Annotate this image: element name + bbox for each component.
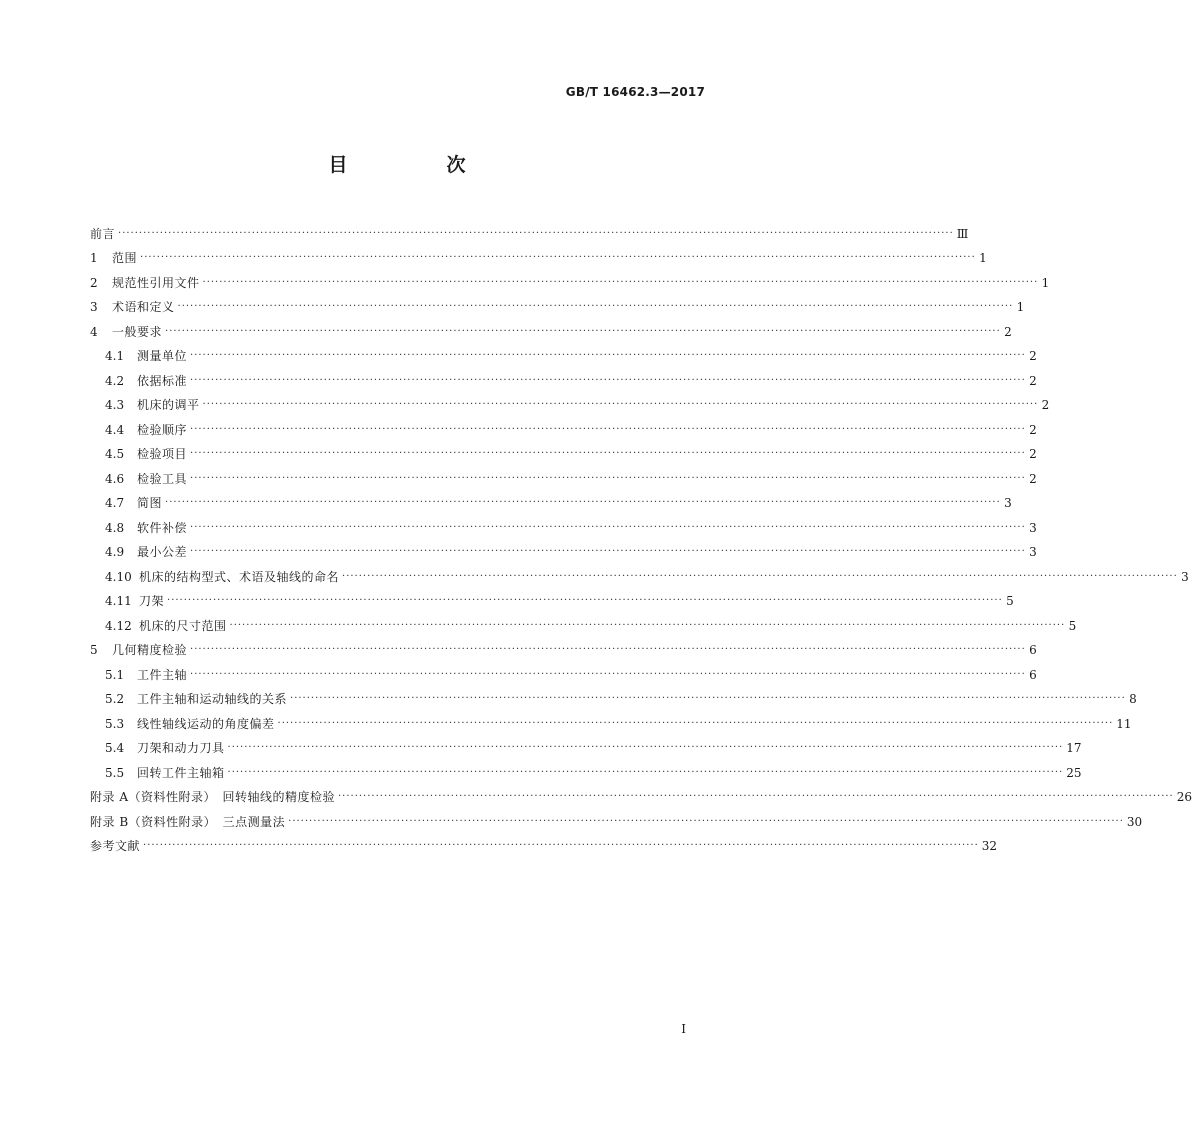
toc-entry-page: 2: [1041, 398, 1050, 412]
toc-entry-page: 2: [1029, 422, 1037, 437]
toc-entry[interactable]: [90, 413, 1037, 438]
toc-entry-page: 32: [981, 839, 998, 853]
toc-entry[interactable]: [90, 756, 1082, 781]
toc-entry-label: 回转工件主轴箱: [137, 765, 225, 780]
toc-dot-leader: ········································································································································································································: [290, 693, 1126, 704]
toc-entry-number: 4.7: [105, 496, 125, 510]
toc-entry-label: 最小公差: [137, 545, 188, 559]
toc-entry[interactable]: [90, 707, 1132, 732]
toc-entry[interactable]: [90, 781, 1192, 806]
toc-entry-label: 机床的调平: [137, 398, 200, 412]
toc-entry[interactable]: [90, 291, 1025, 316]
toc-entry-page: 3: [1004, 496, 1012, 510]
toc-entry-page: 30: [1126, 814, 1143, 829]
toc-entry-number: 5.2: [105, 692, 125, 706]
toc-entry-label: 术语和定义: [112, 300, 175, 314]
toc-entry[interactable]: [90, 487, 1012, 512]
toc-entry-number: 1: [90, 251, 98, 265]
toc-entry-page: 17: [1066, 741, 1082, 755]
toc-dot-leader: ········································································································································································································: [202, 276, 1039, 288]
toc-dot-leader: ········································································································································································································: [177, 301, 1014, 312]
standard-code: GB/T 16462.3—2017: [565, 85, 705, 99]
toc-dot-leader: ········································································································································································································: [190, 521, 1026, 533]
toc-dot-leader: ········································································································································································································: [277, 717, 1114, 729]
toc-entry[interactable]: [90, 732, 1082, 757]
toc-entry-page: 2: [1029, 349, 1037, 363]
toc-entry[interactable]: [90, 217, 969, 242]
toc-entry-label: 规范性引用文件: [112, 275, 200, 290]
toc-entry-page: 3: [1029, 520, 1037, 535]
toc-entry-number: 4.1: [105, 349, 125, 363]
toc-dot-leader: ········································································································································································································: [118, 227, 954, 239]
toc-entry-number: 4.3: [105, 398, 125, 412]
toc-entry-page: 1: [979, 251, 987, 265]
toc-dot-leader: ········································································································································································································: [165, 325, 1001, 337]
toc-entry-page: 5: [1068, 618, 1077, 633]
toc-entry-number: 5: [90, 643, 98, 657]
toc-entry-page: 2: [1004, 324, 1012, 339]
toc-entry-label: 几何精度检验: [112, 643, 188, 657]
toc-entry-label: 软件补偿: [137, 520, 188, 535]
toc-entry[interactable]: [90, 536, 1037, 561]
toc-entry-page: 2: [1029, 447, 1037, 461]
toc-dot-leader: ········································································································································································································: [342, 570, 1178, 582]
toc-entry[interactable]: [90, 266, 1050, 291]
toc-dot-leader: ········································································································································································································: [165, 497, 1001, 508]
toc-dot-leader: ········································································································································································································: [227, 766, 1064, 778]
toc-entry-page: 6: [1029, 643, 1037, 657]
toc-entry-label: 测量单位: [137, 349, 188, 363]
toc-entry-number: 4.2: [105, 373, 125, 388]
toc-entry-page: 6: [1029, 667, 1037, 682]
toc-entry-label: 依据标准: [137, 373, 188, 388]
toc-entry[interactable]: [90, 438, 1037, 463]
toc-dot-leader: ········································································································································································································: [190, 374, 1026, 386]
toc-entry-page: 3: [1181, 569, 1189, 584]
toc-entry-label: 机床的尺寸范围: [139, 618, 227, 633]
page-title: 目 次: [328, 154, 506, 176]
toc-entry[interactable]: [90, 560, 1189, 585]
toc-entry[interactable]: [90, 830, 998, 855]
toc-entry[interactable]: [90, 242, 987, 267]
toc-entry-page: 26: [1176, 790, 1192, 804]
toc-entry[interactable]: [90, 511, 1037, 536]
toc-entry-page: 2: [1029, 373, 1037, 388]
toc-entry[interactable]: [90, 805, 1143, 830]
toc-entry[interactable]: [90, 634, 1037, 659]
toc-dot-leader: ········································································································································································································: [190, 668, 1026, 680]
toc-entry-page: 5: [1006, 594, 1014, 608]
toc-entry-page: 8: [1129, 692, 1137, 706]
table-of-contents: [90, 217, 1192, 854]
toc-entry-page: 1: [1041, 275, 1050, 290]
toc-entry-number: 2: [90, 275, 98, 290]
toc-entry[interactable]: [90, 609, 1077, 634]
toc-dot-leader: ········································································································································································································: [202, 399, 1039, 410]
toc-entry-label: 工件主轴: [137, 667, 188, 682]
toc-dot-leader: ········································································································································································································: [190, 546, 1026, 557]
toc-entry-number: 4.6: [105, 471, 125, 486]
toc-entry[interactable]: [90, 683, 1137, 708]
toc-dot-leader: ········································································································································································································: [140, 252, 976, 263]
toc-dot-leader: ········································································································································································································: [337, 791, 1174, 802]
toc-entry-label: 检验项目: [137, 447, 188, 461]
toc-entry-page: 3: [1029, 545, 1037, 559]
toc-entry-label: 线性轴线运动的角度偏差: [137, 716, 275, 731]
toc-entry-number: 5.1: [105, 667, 125, 682]
toc-entry-number: 4.8: [105, 520, 125, 535]
toc-entry-label: 简图: [137, 496, 163, 510]
toc-entry-number: 4.12: [105, 618, 132, 633]
toc-entry-page: 11: [1116, 716, 1132, 731]
toc-dot-leader: ········································································································································································································: [190, 448, 1026, 459]
toc-entry-label: 范围: [112, 251, 138, 265]
toc-entry-number: 4.10: [105, 569, 132, 584]
toc-entry-label: 一般要求: [112, 324, 163, 339]
toc-dot-leader: ········································································································································································································: [229, 619, 1066, 631]
toc-entry-label: 附录 B（资料性附录） 三点测量法: [90, 814, 286, 829]
toc-dot-leader: ········································································································································································································: [190, 472, 1026, 484]
toc-entry-label: 前言: [90, 226, 116, 241]
toc-dot-leader: ········································································································································································································: [227, 742, 1064, 753]
toc-entry[interactable]: [90, 364, 1037, 389]
toc-entry-number: 3: [90, 300, 98, 314]
toc-entry[interactable]: [90, 389, 1050, 414]
toc-entry-label: 参考文献: [90, 839, 141, 853]
toc-entry-number: 5.5: [105, 765, 125, 780]
toc-entry-label: 工件主轴和运动轴线的关系: [137, 692, 288, 706]
toc-entry[interactable]: [90, 340, 1037, 365]
toc-entry-number: 4: [90, 324, 98, 339]
toc-entry-number: 5.3: [105, 716, 125, 731]
toc-entry-page: 25: [1066, 765, 1082, 780]
toc-entry[interactable]: [90, 315, 1012, 340]
toc-entry-label: 刀架和动力刀具: [137, 741, 225, 755]
toc-dot-leader: ········································································································································································································: [190, 423, 1026, 435]
toc-entry[interactable]: [90, 462, 1037, 487]
toc-entry-number: 5.4: [105, 741, 125, 755]
toc-dot-leader: ········································································································································································································: [288, 815, 1124, 827]
toc-entry-page: 2: [1029, 471, 1037, 486]
toc-entry-number: 4.11: [105, 594, 132, 608]
toc-entry-label: 机床的结构型式、术语及轴线的命名: [139, 569, 340, 584]
toc-entry[interactable]: [90, 585, 1014, 610]
toc-dot-leader: ········································································································································································································: [190, 644, 1026, 655]
toc-entry[interactable]: [90, 658, 1037, 683]
toc-dot-leader: ········································································································································································································: [143, 840, 979, 851]
page-number: I: [681, 1022, 686, 1036]
toc-entry-label: 检验工具: [137, 471, 188, 486]
toc-entry-number: 4.4: [105, 422, 125, 437]
toc-entry-page: Ⅲ: [956, 226, 969, 241]
toc-dot-leader: ········································································································································································································: [167, 595, 1003, 606]
toc-entry-label: 检验顺序: [137, 422, 188, 437]
toc-entry-number: 4.9: [105, 545, 125, 559]
toc-entry-number: 4.5: [105, 447, 125, 461]
toc-entry-page: 1: [1016, 300, 1025, 314]
toc-entry-label: 附录 A（资料性附录） 回转轴线的精度检验: [90, 790, 335, 804]
toc-dot-leader: ········································································································································································································: [190, 350, 1026, 361]
toc-entry-label: 刀架: [139, 594, 165, 608]
